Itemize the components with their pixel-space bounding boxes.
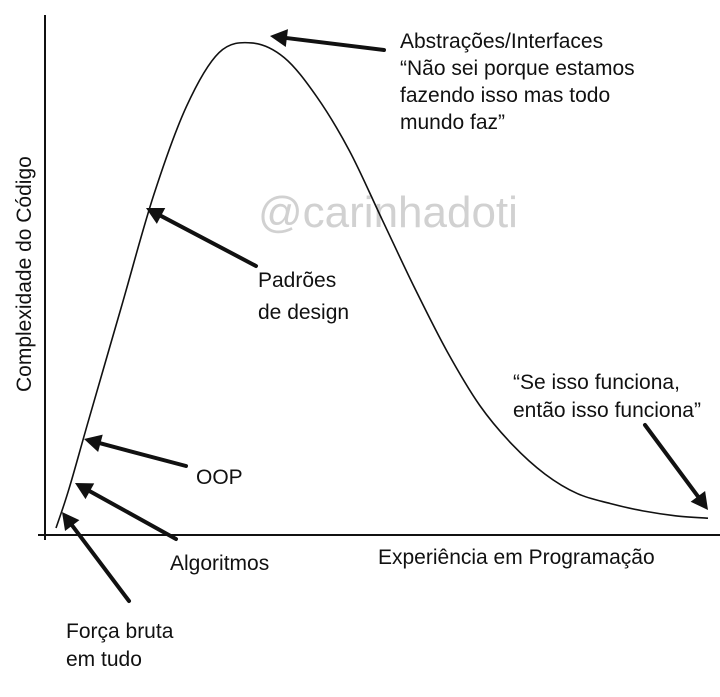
annotation-arrowhead — [62, 512, 79, 531]
annotation-text: fazendo isso mas todo — [400, 84, 611, 107]
annotation-text: então isso funciona” — [513, 399, 701, 422]
annotation-text: “Não sei porque estamos — [400, 57, 635, 80]
annotation-text: Força bruta — [66, 620, 174, 643]
annotation-arrow — [90, 491, 176, 539]
annotations — [62, 29, 708, 671]
annotation-text: OOP — [196, 466, 243, 489]
series-line — [56, 43, 708, 528]
annotation-text: Abstrações/Interfaces — [400, 30, 604, 53]
x-axis-label: Experiência em Programação — [378, 546, 655, 569]
y-axis-label: Complexidade do Código — [13, 156, 36, 392]
annotation-text: Padrões — [258, 269, 337, 292]
annotation-algoritmos — [75, 483, 269, 575]
annotation-text: Algoritmos — [170, 552, 270, 575]
annotation-text: de design — [258, 301, 350, 324]
annotation-se-isso-funciona — [513, 371, 708, 510]
annotation-text: “Se isso funciona, — [513, 371, 680, 394]
annotation-arrowhead — [84, 435, 103, 452]
watermark: @carinhadoti — [258, 188, 518, 237]
annotation-arrow — [645, 425, 698, 496]
annotation-oop — [84, 435, 243, 489]
annotation-abstracoes — [270, 29, 635, 134]
annotation-text: mundo faz” — [400, 111, 506, 134]
annotation-arrow — [100, 443, 186, 466]
annotation-text: em tudo — [66, 648, 142, 671]
annotation-arrowhead — [270, 29, 288, 47]
annotation-arrowhead — [691, 491, 708, 510]
annotation-arrow — [72, 526, 129, 601]
annotation-arrow — [161, 216, 256, 266]
annotation-arrow — [287, 38, 384, 50]
